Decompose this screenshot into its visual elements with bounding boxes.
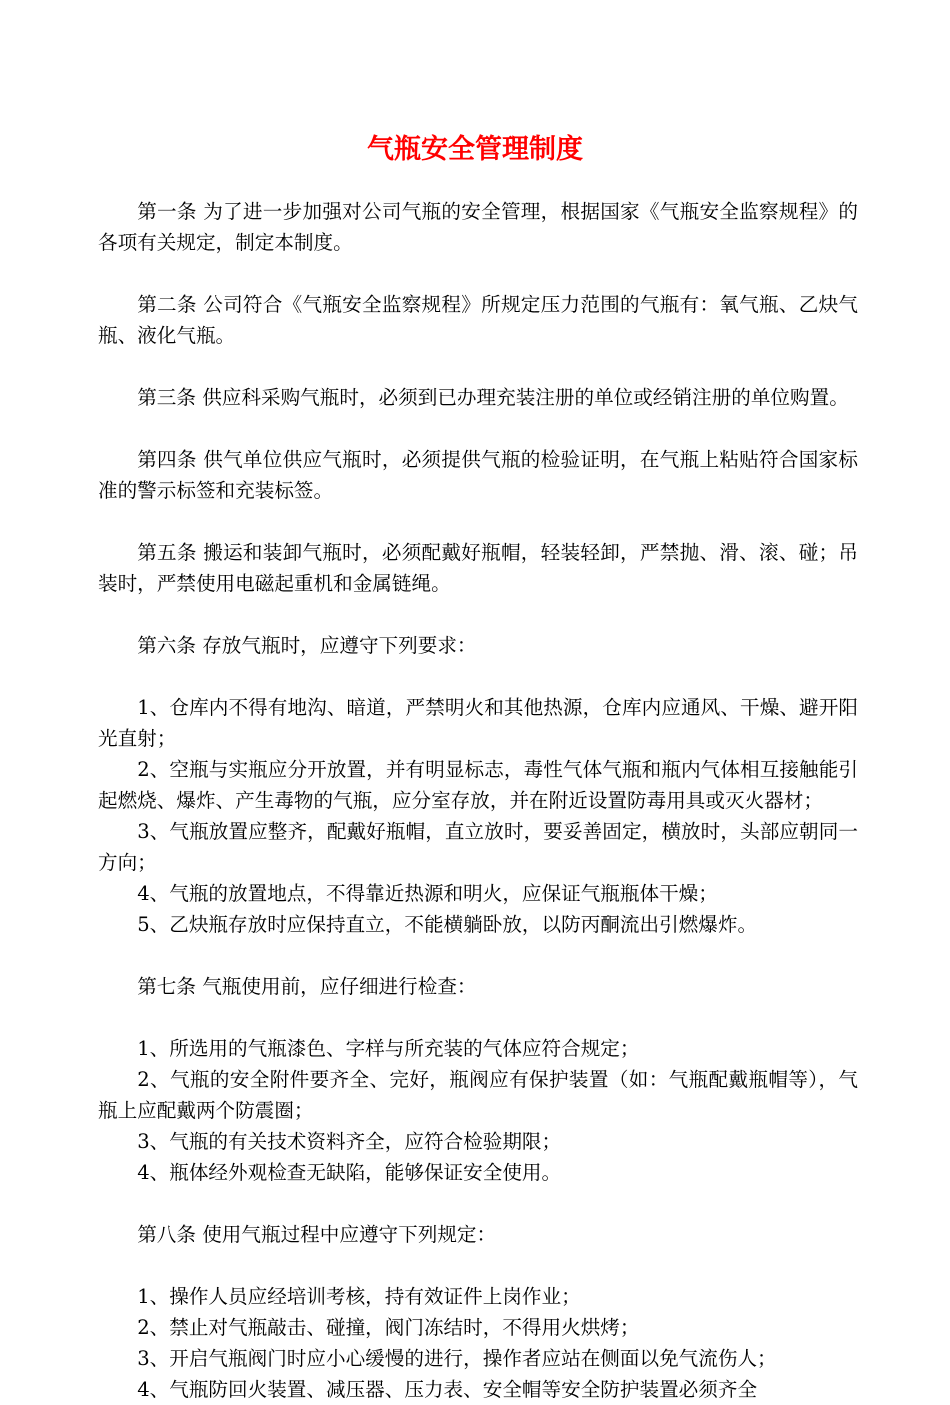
article-7-item-1: 1、所选用的气瓶漆色、字样与所充装的气体应符合规定； [137, 1037, 640, 1060]
document-title: 气瓶安全管理制度 [367, 134, 583, 165]
article-8-item-4: 4、气瓶防回火装置、减压器、压力表、安全帽等安全防护装置必须齐全 [137, 1378, 758, 1401]
article-1: 第一条 为了进一步加强对公司气瓶的安全管理，根据国家《气瓶安全监察规程》的各项有关规定，制定本制度。 [98, 200, 858, 254]
article-6-item-1: 1、仓库内不得有地沟、暗道，严禁明火和其他热源，仓库内应通风、干燥、避开阳光直射； [98, 696, 858, 750]
article-6-item-4: 4、气瓶的放置地点，不得靠近热源和明火，应保证气瓶瓶体干燥； [137, 882, 718, 905]
article-7-item-3: 3、气瓶的有关技术资料齐全，应符合检验期限； [137, 1130, 562, 1153]
article-4: 第四条 供气单位供应气瓶时，必须提供气瓶的检验证明，在气瓶上粘贴符合国家标准的警示标签和充装标签。 [98, 448, 858, 502]
document-body [98, 196, 858, 1405]
article-8-item-3: 3、开启气瓶阀门时应小心缓慢的进行，操作者应站在侧面以免气流伤人； [137, 1347, 777, 1370]
article-7: 第七条 气瓶使用前，应仔细进行检查： [137, 975, 477, 998]
article-7-item-2: 2、气瓶的安全附件要齐全、完好，瓶阀应有保护装置（如：气瓶配戴瓶帽等），气瓶上应配戴两个防震圈； [98, 1068, 858, 1122]
article-6-item-5: 5、乙炔瓶存放时应保持直立，不能横躺卧放，以防丙酮流出引燃爆炸。 [137, 913, 758, 936]
article-5: 第五条 搬运和装卸气瓶时，必须配戴好瓶帽，轻装轻卸，严禁抛、滑、滚、碰；吊装时，严禁使用电磁起重机和金属链绳。 [98, 541, 858, 595]
article-6-item-2: 2、空瓶与实瓶应分开放置，并有明显标志，毒性气体气瓶和瓶内气体相互接触能引起燃烧、爆炸、产生毒物的气瓶，应分室存放，并在附近设置防毒用具或灭火器材； [98, 758, 858, 812]
article-8-item-2: 2、禁止对气瓶敲击、碰撞，阀门冻结时，不得用火烘烤； [137, 1316, 640, 1339]
article-6-item-3: 3、气瓶放置应整齐，配戴好瓶帽，直立放时，要妥善固定，横放时，头部应朝同一方向； [98, 820, 858, 874]
article-3: 第三条 供应科采购气瓶时，必须到已办理充装注册的单位或经销注册的单位购置。 [137, 386, 849, 409]
article-2: 第二条 公司符合《气瓶安全监察规程》所规定压力范围的气瓶有：氧气瓶、乙炔气瓶、液化气瓶。 [98, 293, 858, 347]
article-8-item-1: 1、操作人员应经培训考核，持有效证件上岗作业； [137, 1285, 581, 1308]
article-7-item-4: 4、瓶体经外观检查无缺陷，能够保证安全使用。 [137, 1161, 562, 1184]
article-8: 第八条 使用气瓶过程中应遵守下列规定： [137, 1223, 497, 1246]
article-6: 第六条 存放气瓶时，应遵守下列要求： [137, 634, 477, 657]
